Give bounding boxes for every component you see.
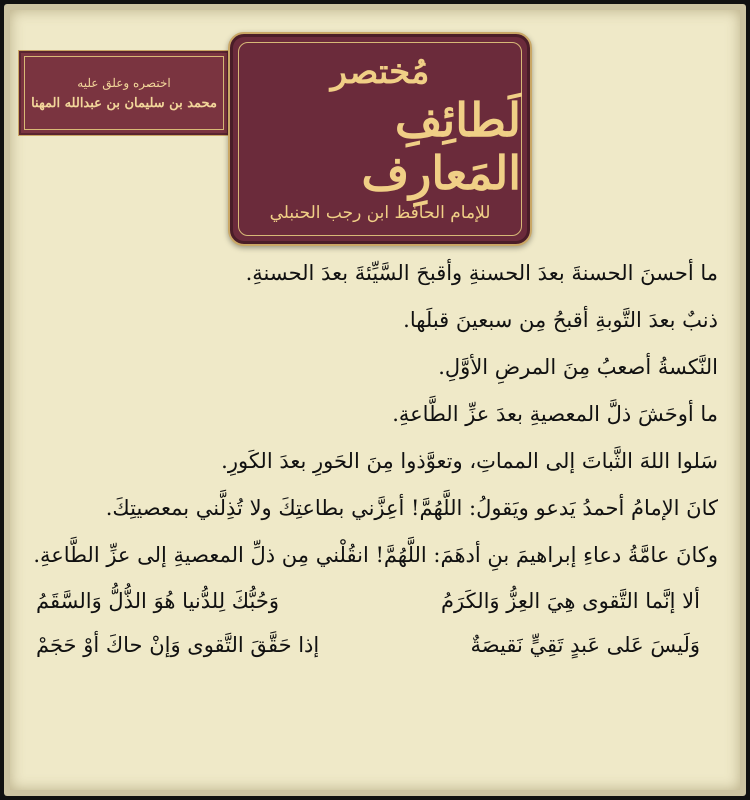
page-frame — [4, 4, 746, 796]
text-line-3: النَّكسةُ أصعبُ مِنَ المرضِ الأوَّلِ. — [438, 355, 718, 379]
author-name: محمد بن سليمان بن عبدالله المهنا — [31, 95, 217, 111]
text-line-4: ما أوحَشَ ذلَّ المعصيةِ بعدَ عزِّ الطَّاعةِ. — [392, 402, 718, 426]
verse-1-second-hemistich: وَحُبُّكَ لِلدُّنيا هُوَ الذُّلُّ وَالسَّقَمُ — [36, 589, 279, 613]
title-plate-inner — [238, 42, 522, 236]
book-title-main: لَطائِفِ المَعارِف — [361, 92, 521, 200]
paragraph-ibrahim-adham: وكانَ عامَّةُ دعاءِ إبراهيمَ بنِ أدهَمَ: اللَّهُمَّ! انقُلْني مِن ذلِّ المعصيةِ إلى عزِّ الطَّاعةِ. — [33, 543, 718, 567]
verse-1-first-hemistich: ألا إنَّما التَّقوى هِيَ العِزُّ وَالكَرَمُ — [441, 589, 700, 613]
verse-2-first-hemistich: وَلَيسَ عَلى عَبدٍ تَقِيٍّ نَقيصَةٌ — [470, 633, 700, 657]
author-plate — [18, 50, 230, 136]
title-plate — [228, 32, 532, 246]
text-line-2: ذنبٌ بعدَ التَّوبةِ أقبحُ مِن سبعينَ قبلَها. — [403, 308, 718, 332]
paper-background — [10, 10, 740, 790]
author-label: اختصره وعلق عليه — [77, 75, 171, 90]
book-author: للإمام الحافظ ابن رجب الحنبلي — [269, 202, 491, 223]
verse-line-1 — [32, 579, 718, 623]
verse-2-second-hemistich: إذا حَقَّقَ التَّقوى وَإنْ حاكَ أوْ حَجَمْ — [36, 633, 320, 657]
author-plate-inner — [24, 56, 224, 130]
text-line-5: سَلوا اللهَ الثَّباتَ إلى المماتِ، وتعوَّذوا مِنَ الحَورِ بعدَ الكَورِ. — [221, 449, 718, 473]
paragraph-imam-ahmad: كانَ الإمامُ أحمدُ يَدعو ويَقولُ: اللَّهُمَّ! أعِزَّني بطاعتِكَ ولا تُذِلَّني بمعصيتِكَ. — [105, 496, 718, 520]
book-title-top: مُختصر — [330, 52, 430, 93]
text-line-1: ما أحسنَ الحسنةَ بعدَ الحسنةِ وأقبحَ السَّيِّئةَ بعدَ الحسنةِ. — [245, 261, 718, 285]
verse-line-2 — [32, 623, 718, 667]
body-text — [32, 250, 718, 667]
